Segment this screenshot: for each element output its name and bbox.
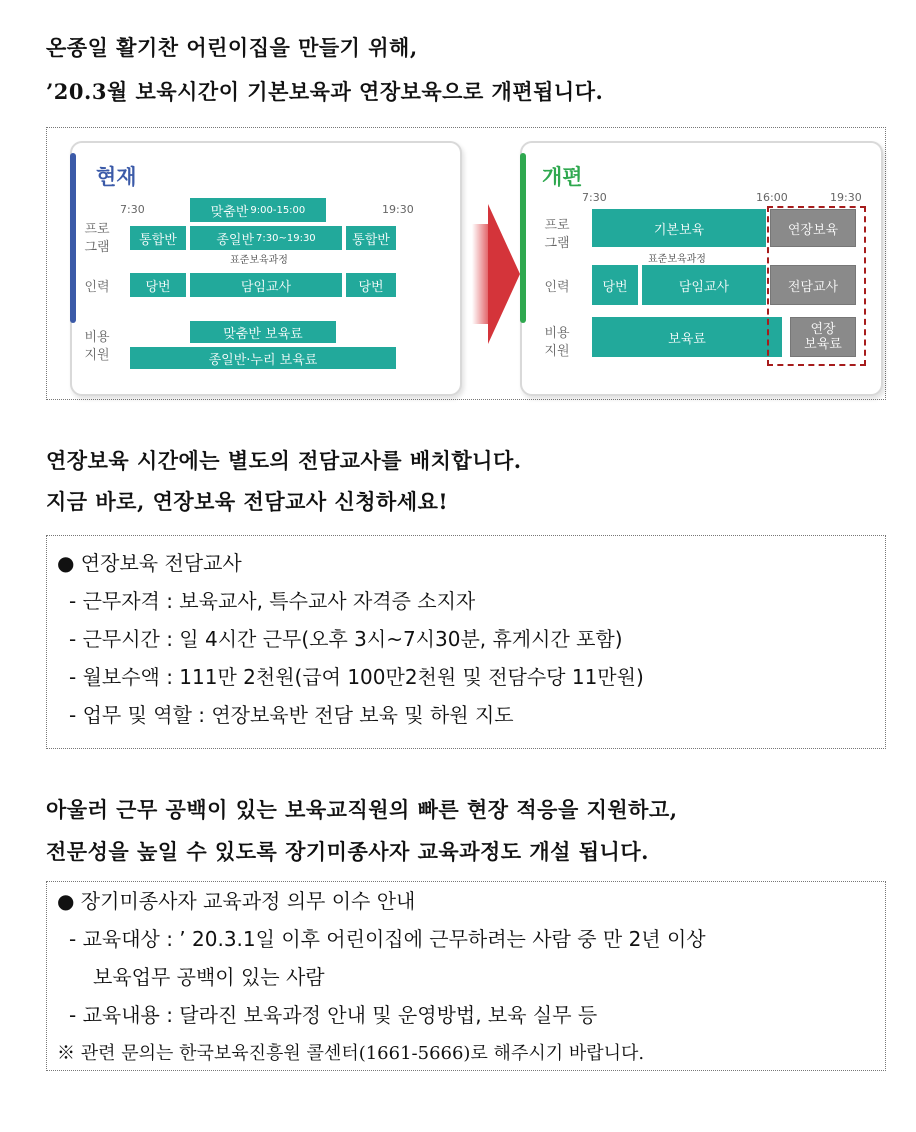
tailored-class-bar: [190, 198, 326, 222]
fullday-class-time: 7:30~19:30: [256, 232, 316, 244]
current-row-staff-label: 인력: [84, 280, 110, 295]
dedicated-teacher-info-box: [46, 535, 886, 749]
reform-mid-time: 16:00: [756, 191, 788, 204]
current-homeroom-bar: [190, 273, 342, 297]
reform-row-staff-label: 인력: [544, 280, 570, 295]
reform-title: 개편: [542, 165, 583, 189]
basic-care-bar: [592, 209, 766, 247]
teacher-duties: - 업무 및 역할 : 연장보육반 전담 보육 및 하원 지도: [69, 703, 514, 727]
basic-care-label: 기본보육: [653, 222, 705, 238]
current-homeroom-label: 담임교사: [240, 279, 292, 295]
current-start-time: 7:30: [120, 203, 145, 216]
section1-heading-line1: 온종일 활기찬 어린이집을 만들기 위해,: [46, 35, 418, 60]
integrated-left-bar: [130, 226, 186, 250]
current-end-time: 19:30: [382, 203, 414, 216]
fullday-class-bar: [190, 226, 342, 250]
section2-heading-line2: 지금 바로, 연장보육 전담교사 신청하세요!: [46, 489, 449, 514]
section3-heading-line1: 아울러 근무 공백이 있는 보육교직원의 빠른 현장 적응을 지원하고,: [46, 797, 678, 822]
section2-heading-line1: 연장보육 시간에는 별도의 전담교사를 배치합니다.: [46, 448, 522, 473]
reform-row-program-label: 프로 그램: [544, 218, 570, 251]
current-duty-right-label: 당번: [358, 279, 384, 295]
teacher-box-title: ● 연장보육 전담교사: [57, 551, 242, 575]
current-accent-bar: [70, 153, 76, 323]
current-duty-right-bar: [346, 273, 396, 297]
integrated-right-bar: [346, 226, 396, 250]
teacher-qualification: - 근무자격 : 보육교사, 특수교사 자격증 소지자: [69, 589, 476, 613]
tailored-class-label: 맞춤반: [210, 204, 249, 220]
current-standard-course: 표준보육과정: [230, 255, 288, 266]
tailored-fee-label: 맞춤반 보육료: [223, 326, 303, 342]
reform-standard-course: 표준보육과정: [648, 254, 706, 265]
current-row-cost-label: 비용 지원: [84, 330, 110, 363]
extended-highlight-frame: [767, 206, 866, 366]
reform-homeroom-bar: [642, 265, 766, 305]
reform-duty-bar: [592, 265, 638, 305]
extended-fee-label: 연장 보육료: [804, 322, 842, 352]
integrated-right-label: 통합반: [352, 232, 390, 248]
contact-note: ※ 관련 문의는 한국보육진흥원 콜센터(1661-5666)로 해주시기 바랍니다.: [57, 1043, 645, 1064]
current-row-program-label: 프로 그램: [84, 222, 110, 255]
education-target-line1: - 교육대상 : ’ 20.3.1일 이후 어린이집에 근무하려는 사람 중 만 2년 이상: [69, 927, 706, 951]
tailored-class-time: 9:00-15:00: [250, 204, 306, 216]
section1-heading-line2: ’20.3월 보육시간이 기본보육과 연장보육으로 개편됩니다.: [46, 79, 604, 104]
fullday-fee-bar: [130, 347, 396, 369]
education-info-box: [46, 881, 886, 1071]
education-content: - 교육내용 : 달라진 보육과정 안내 및 운영방법, 보육 실무 등: [69, 1003, 598, 1027]
fullday-fee-label: 종일반·누리 보육료: [208, 352, 318, 368]
care-reform-diagram: [46, 127, 886, 400]
transition-arrow-shaft: [472, 224, 488, 324]
dedicated-teacher-label: 전담교사: [787, 279, 839, 295]
section3-heading-line2: 전문성을 높일 수 있도록 장기미종사자 교육과정도 개설 됩니다.: [46, 839, 649, 864]
transition-arrow-icon: [488, 204, 520, 344]
teacher-work-hours: - 근무시간 : 일 4시간 근무(오후 3시~7시30분, 휴게시간 포함): [69, 627, 623, 651]
reform-homeroom-label: 담임교사: [678, 279, 730, 295]
integrated-left-label: 통합반: [139, 232, 177, 248]
reform-row-cost-label: 비용 지원: [544, 326, 570, 359]
reform-end-time: 19:30: [830, 191, 862, 204]
current-title: 현재: [96, 165, 137, 189]
current-duty-left-bar: [130, 273, 186, 297]
tailored-fee-bar: [190, 321, 336, 343]
care-fee-label: 보육료: [668, 331, 706, 347]
care-fee-bar: [592, 317, 782, 357]
reform-duty-label: 당번: [602, 279, 628, 295]
extended-care-label: 연장보육: [787, 222, 839, 238]
current-duty-left-label: 당번: [145, 279, 171, 295]
current-panel: [70, 141, 462, 396]
reform-start-time: 7:30: [582, 191, 607, 204]
education-box-title: ● 장기미종사자 교육과정 의무 이수 안내: [57, 889, 416, 913]
education-target-line2: 보육업무 공백이 있는 사람: [93, 965, 325, 989]
teacher-monthly-pay: - 월보수액 : 111만 2천원(급여 100만2천원 및 전담수당 11만원): [69, 665, 644, 689]
fullday-class-label: 종일반: [216, 232, 255, 248]
reform-accent-bar: [520, 153, 526, 323]
